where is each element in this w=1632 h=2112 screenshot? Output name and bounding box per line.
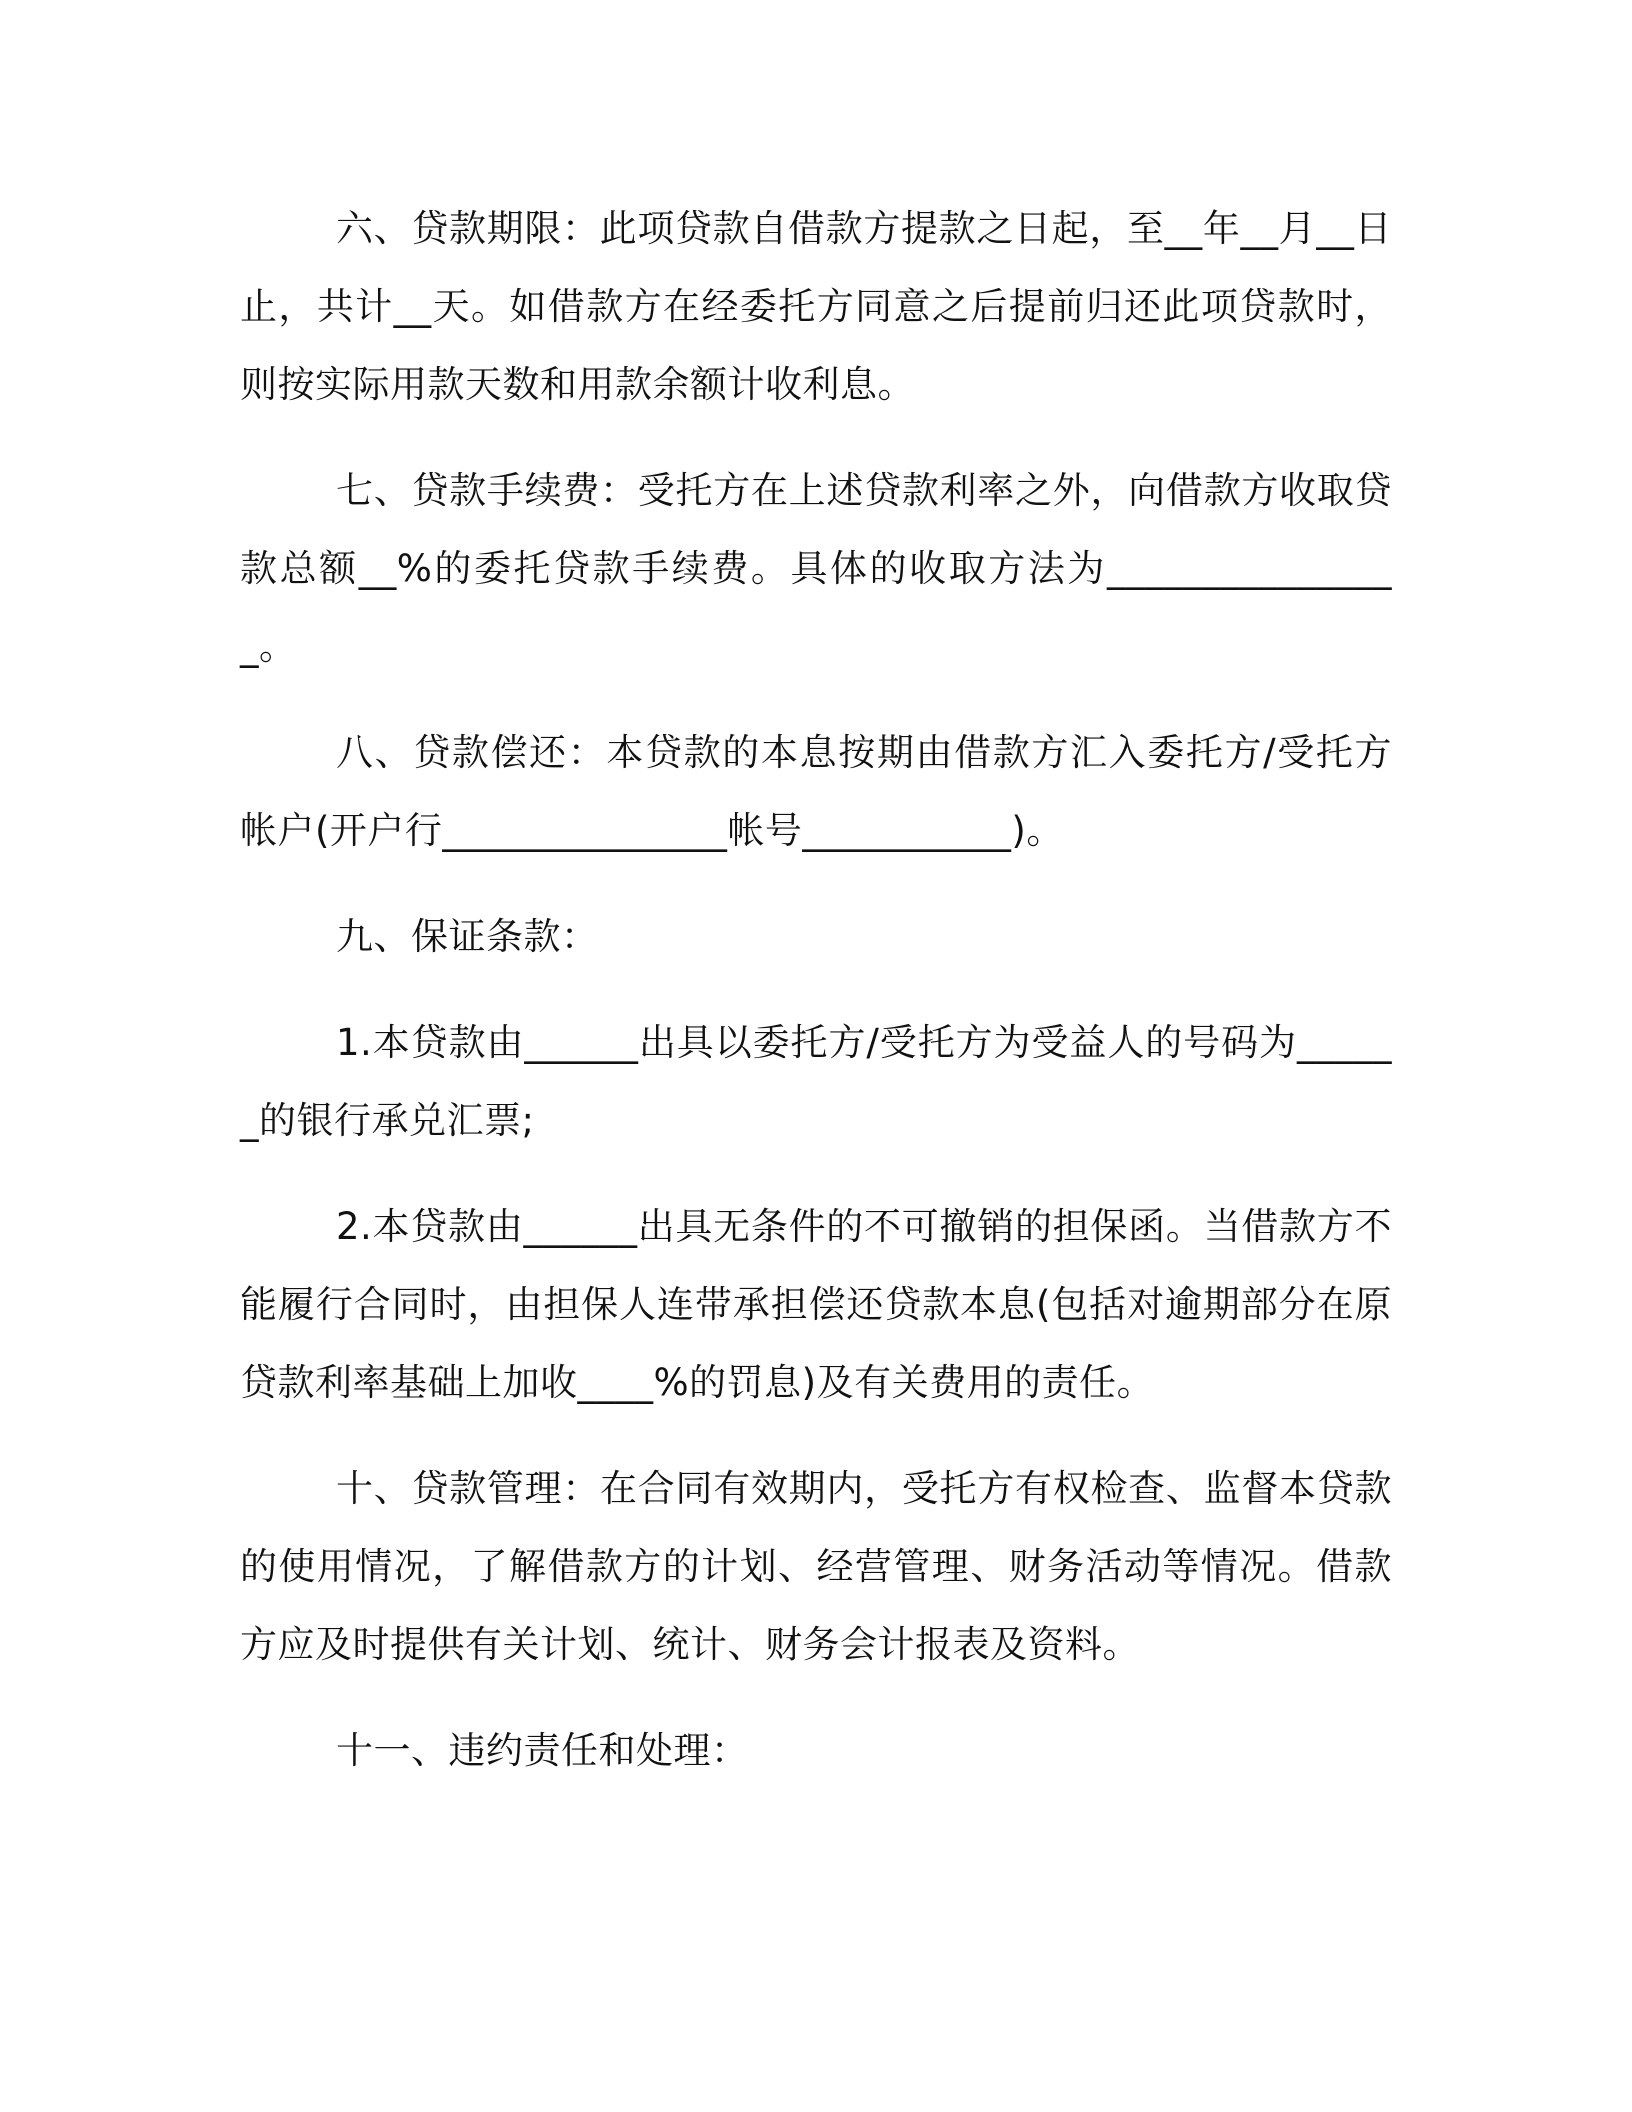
clause-loan-fee: 七、贷款手续费：受托方在上述贷款利率之外，向借款方收取贷款总额__%的委托贷款手续费。具体的收取方法为________________。 bbox=[240, 469, 1392, 668]
document-body bbox=[240, 190, 1392, 1818]
clause-guarantee-heading: 九、保证条款： bbox=[336, 915, 599, 958]
clause-guarantee-item-1: 1.本贷款由______出具以委托方/受托方为受益人的号码为______的银行承兑汇票; bbox=[240, 1021, 1392, 1142]
clause-guarantee-item-2: 2.本贷款由______出具无条件的不可撤销的担保函。当借款方不能履行合同时，由担保人连带承担偿还贷款本息(包括对逾期部分在原贷款利率基础上加收____%的罚息)及有关费用的责任。 bbox=[240, 1205, 1392, 1404]
clause-breach-heading: 十一、违约责任和处理： bbox=[336, 1729, 749, 1772]
clause-loan-management: 十、贷款管理：在合同有效期内，受托方有权检查、监督本贷款的使用情况，了解借款方的计划、经营管理、财务活动等情况。借款方应及时提供有关计划、统计、财务会计报表及资料。 bbox=[240, 1467, 1392, 1666]
clause-loan-term: 六、贷款期限：此项贷款自借款方提款之日起，至__年__月__日止，共计__天。如借款方在经委托方同意之后提前归还此项贷款时，则按实际用款天数和用款余额计收利息。 bbox=[240, 207, 1392, 406]
clause-loan-repayment: 八、贷款偿还：本贷款的本息按期由借款方汇入委托方/受托方帐户(开户行_______________帐号___________)。 bbox=[240, 731, 1392, 852]
